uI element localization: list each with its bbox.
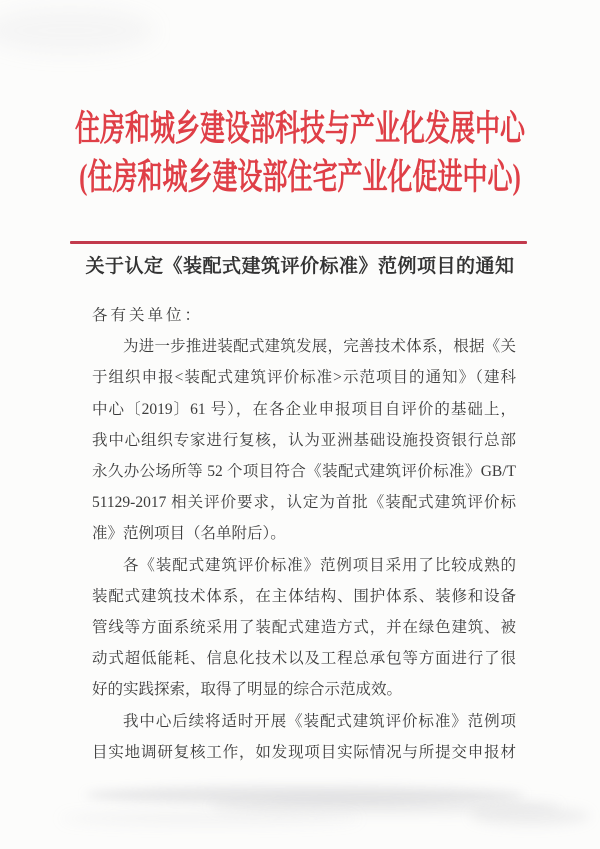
body-line: 为进一步推进装配式建筑发展，完善技术体系，根据《关 bbox=[123, 338, 516, 356]
letterhead-line-1: 住房和城乡建设部科技与产业化发展中心 bbox=[74, 110, 525, 149]
document-title: 关于认定《装配式建筑评价标准》范例项目的通知 bbox=[85, 256, 515, 277]
ink-bleed-smudge bbox=[85, 786, 525, 804]
ink-bleed-smudge bbox=[470, 806, 590, 826]
body-line: 各《装配式建筑评价标准》范例项目采用了比较成熟的 bbox=[123, 556, 516, 574]
red-divider-rule bbox=[70, 241, 527, 244]
body-line: 目实地调研复核工作，如发现项目实际情况与所提交申报材 bbox=[92, 743, 516, 761]
paragraph bbox=[92, 331, 516, 549]
body-line: 中心〔2019〕61 号），在各企业申报项目自评价的基础上， bbox=[92, 400, 516, 418]
document-body bbox=[92, 300, 516, 768]
letterhead bbox=[0, 106, 600, 201]
paragraph bbox=[92, 706, 516, 768]
body-line: 动式超低能耗、信息化技术以及工程总承包等方面进行了很 bbox=[92, 650, 516, 668]
salutation: 各有关单位： bbox=[92, 307, 204, 324]
paragraph bbox=[92, 550, 516, 706]
letterhead-line-2: (住房和城乡建设部住宅产业化促进中心) bbox=[79, 157, 521, 197]
body-line: 装配式建筑技术体系，在主体结构、围护体系、装修和设备 bbox=[92, 587, 516, 605]
body-line: 好的实践探索，取得了明显的综合示范成效。 bbox=[92, 681, 403, 699]
body-line: 我中心组织专家进行复核，认为亚洲基础设施投资银行总部 bbox=[92, 431, 516, 449]
body-line: 于组织申报<装配式建筑评价标准>示范项目的通知》（建科 bbox=[92, 369, 516, 387]
body-line: 永久办公场所等 52 个项目符合《装配式建筑评价标准》GB/T bbox=[92, 463, 516, 481]
ink-bleed-smudge bbox=[210, 799, 560, 814]
body-line: 我中心后续将适时开展《装配式建筑评价标准》范例项 bbox=[123, 712, 516, 730]
ink-bleed-smudge bbox=[60, 812, 360, 825]
body-line: 准》范例项目（名单附后）。 bbox=[92, 525, 286, 543]
paragraphs-container bbox=[92, 331, 516, 768]
body-line: 51129-2017 相关评价要求，认定为首批《装配式建筑评价标 bbox=[92, 494, 516, 512]
scan-noise-smudge bbox=[0, 8, 155, 53]
body-line: 管线等方面系统采用了装配式建造方式，并在绿色建筑、被 bbox=[92, 619, 516, 637]
